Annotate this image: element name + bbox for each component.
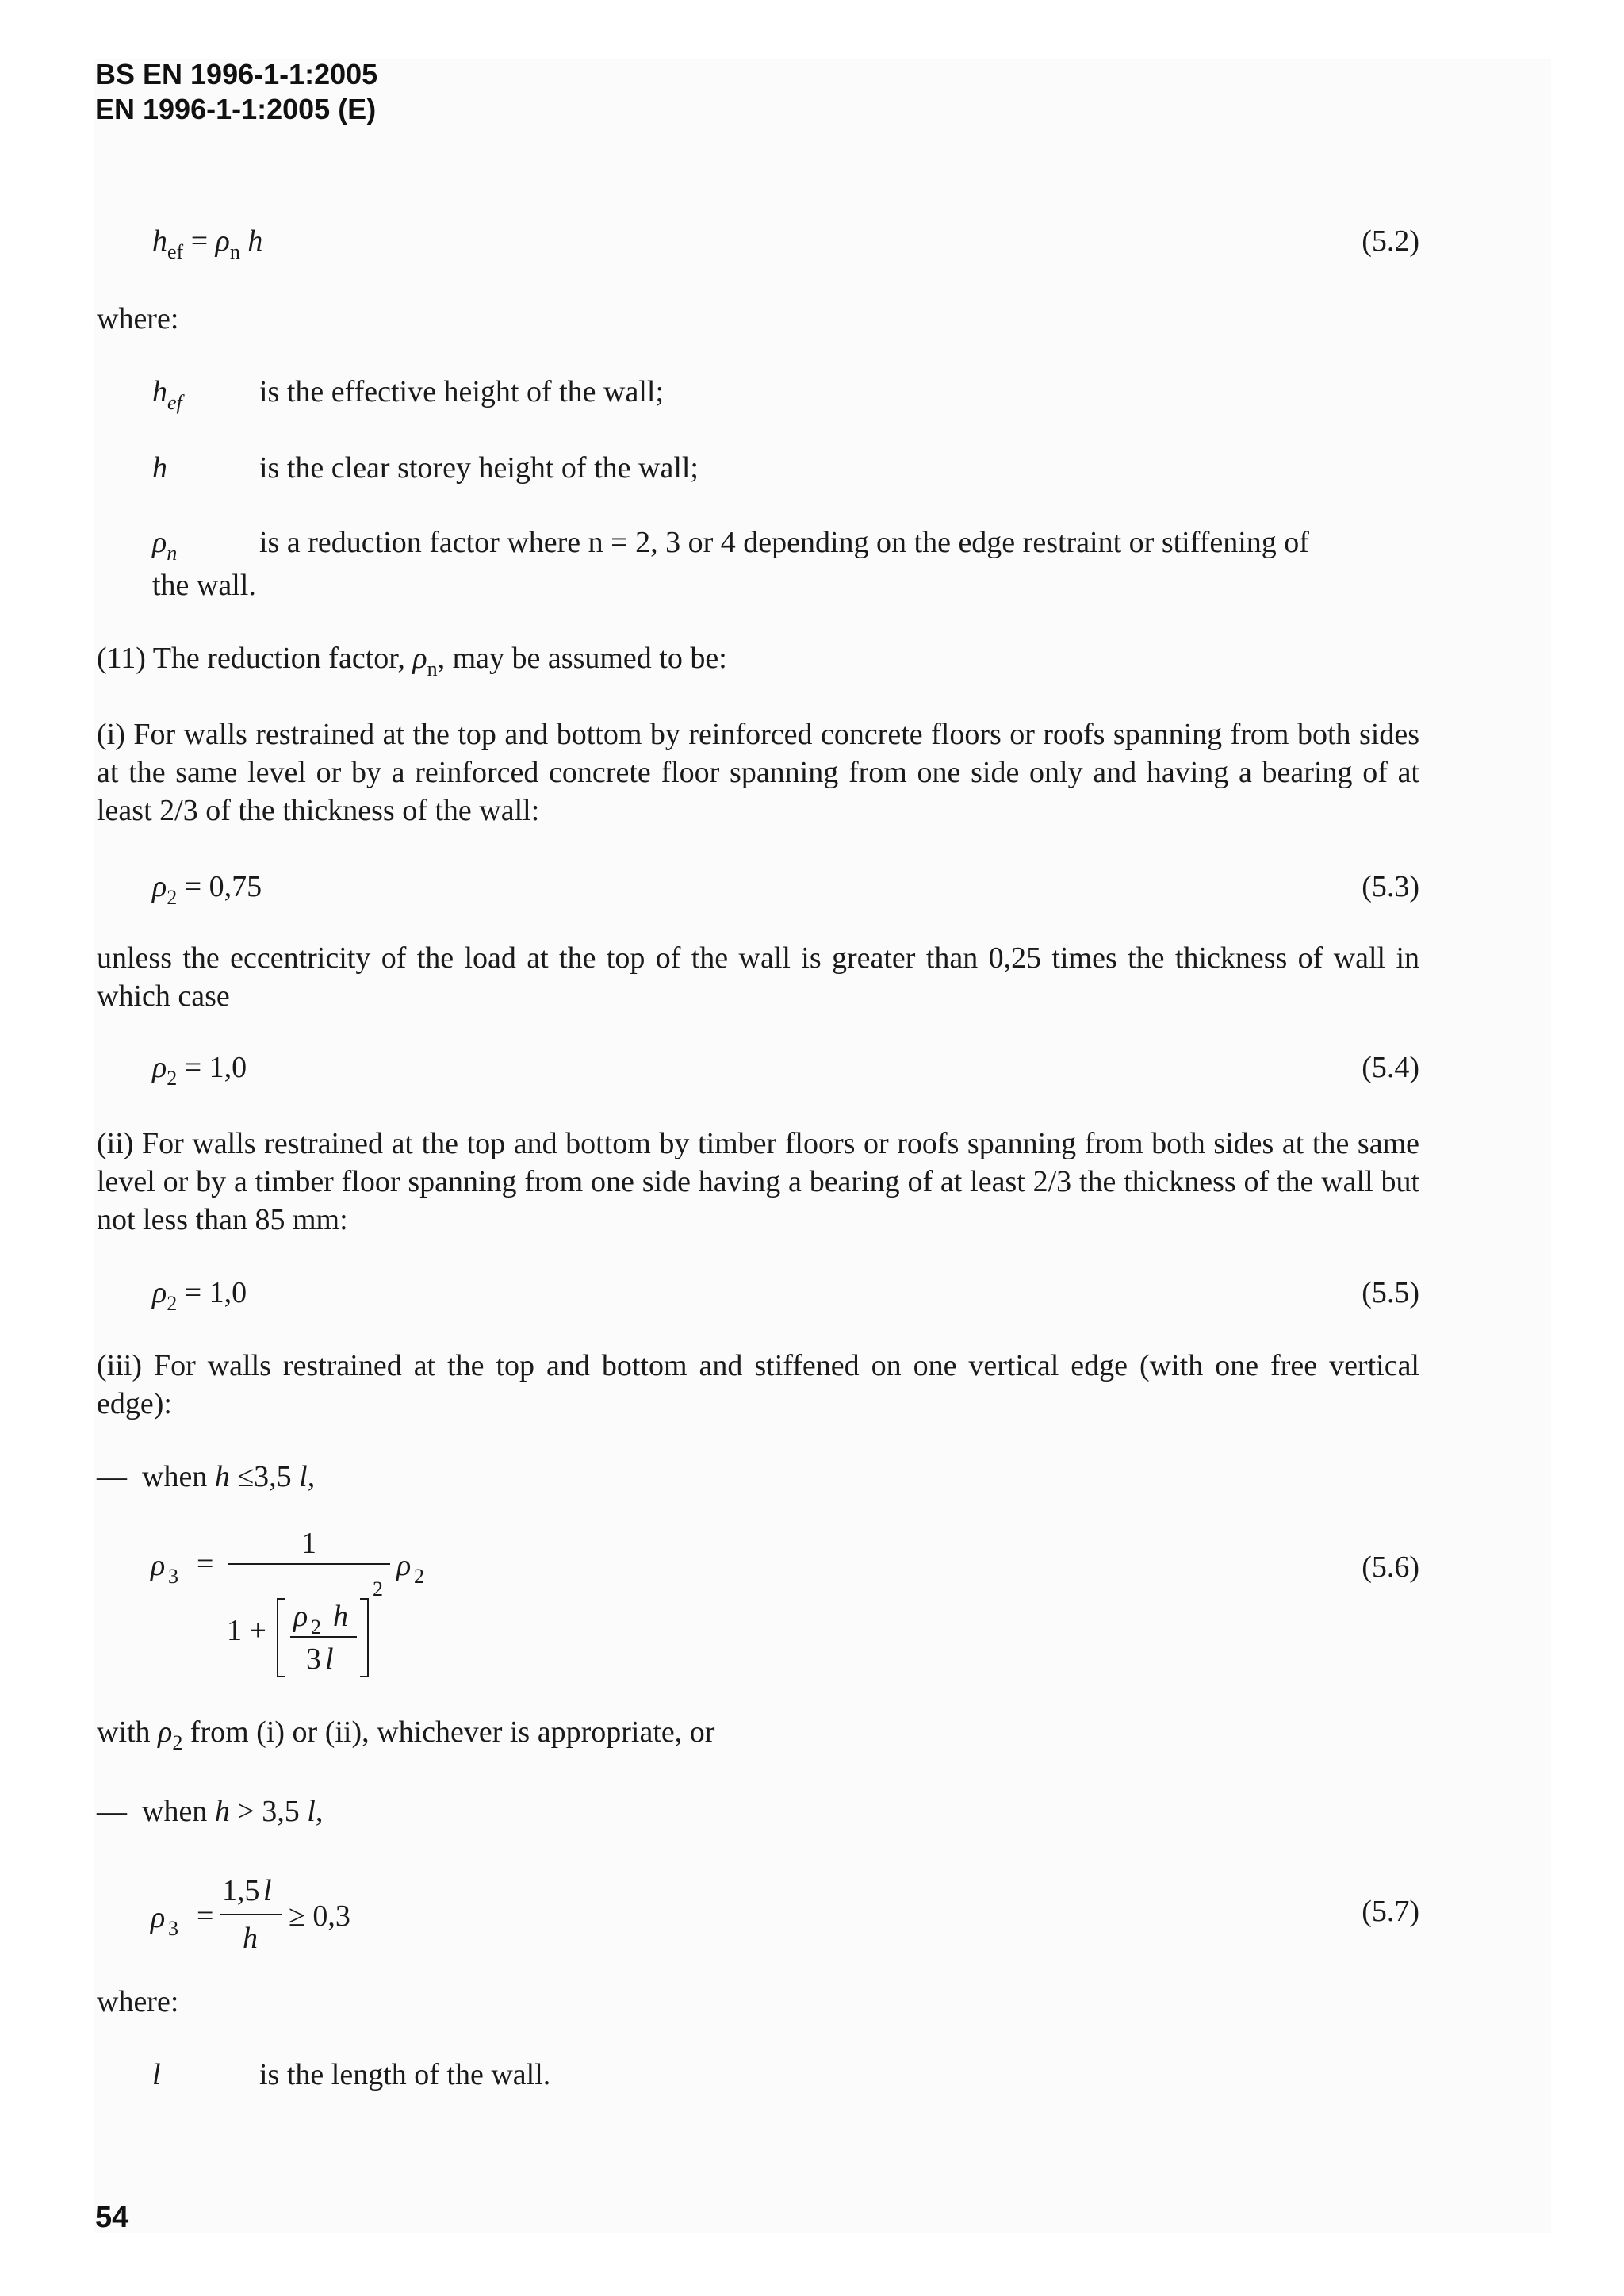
svg-text:3: 3: [168, 1917, 178, 1940]
equation-5-4: $\rho_2 = 1,0$: [152, 1051, 247, 1090]
definition-symbol: $\rho_n$: [152, 526, 178, 565]
equation-5-3: $\rho_2 = 0,75$: [152, 870, 262, 909]
paragraph-ii: (ii) For walls restrained at the top and bottom by timber floors or roofs spanning from both sides at the same level or by a timber floor spanning from one side having a bearing of at least 2/3 the thickness of the wall but not less than 85 mm:: [97, 1127, 1419, 1236]
svg-text:2: 2: [373, 1577, 383, 1600]
svg-text:1 +: 1 +: [227, 1614, 266, 1647]
definition-continuation: the wall.: [152, 569, 256, 602]
equation-number: (5.7): [1362, 1895, 1419, 1928]
svg-text:ρ: ρ: [151, 1549, 166, 1582]
svg-text:3: 3: [168, 1565, 178, 1588]
svg-text:2: 2: [414, 1565, 424, 1588]
paragraph-iii: (iii) For walls restrained at the top and bottom and stiffened on one vertical edge (with one free vertical edge):: [97, 1349, 1419, 1420]
bullet-when-h-le: — when h ≤3,5 l,: [97, 1460, 316, 1493]
svg-text:ρ: ρ: [151, 1901, 166, 1934]
svg-text:=: =: [197, 1899, 214, 1933]
definition-text: is the clear storey height of the wall;: [259, 451, 699, 485]
equation-number: (5.2): [1362, 224, 1419, 258]
svg-text:1,5: 1,5: [222, 1874, 260, 1907]
equation-5-6: [143, 1523, 476, 1681]
where-label: where:: [97, 1985, 179, 2018]
equation-number: (5.5): [1362, 1276, 1419, 1309]
definition-text: is the length of the wall.: [259, 2058, 551, 2091]
where-label: where:: [97, 302, 179, 335]
svg-text:l: l: [325, 1642, 334, 1676]
standard-code: BS EN 1996-1-1:2005: [95, 58, 378, 90]
equation-number: (5.6): [1362, 1550, 1419, 1584]
paragraph-with: with $\rho_2$ from (i) or (ii), whichever is appropriate, or: [97, 1715, 715, 1754]
definition-text: is a reduction factor where n = 2, 3 or 4 depending on the edge restraint or stiffening of: [259, 526, 1309, 559]
svg-text:=: =: [197, 1547, 214, 1581]
svg-text:l: l: [263, 1874, 272, 1907]
svg-text:h: h: [333, 1600, 348, 1633]
page-number: 54: [95, 2201, 129, 2234]
bullet-when-h-gt: — when h > 3,5 l,: [97, 1795, 324, 1828]
equation-5-2: $h_{ef} = \rho_n$ h: [152, 224, 263, 263]
equation-number: (5.4): [1362, 1051, 1419, 1084]
definition-text: is the effective height of the wall;: [259, 375, 665, 408]
svg-text:h: h: [243, 1922, 258, 1955]
paragraph-i: (i) For walls restrained at the top and bottom by reinforced concrete floors or roofs spanning from both sides at the same level or by a reinforced concrete floor spanning from one side only and having a bearing of at least 2/3 of the thickness of the wall:: [97, 718, 1419, 827]
standard-code-en: EN 1996-1-1:2005 (E): [95, 93, 377, 125]
paragraph-unless: unless the eccentricity of the load at the top of the wall is greater than 0,25 times the thickness of wall in which case: [97, 941, 1419, 1013]
definition-symbol: $h_{ef}$: [152, 375, 182, 414]
definition-symbol: l: [152, 2058, 161, 2091]
equation-number: (5.3): [1362, 870, 1419, 903]
svg-text:ρ: ρ: [396, 1549, 412, 1582]
svg-text:1: 1: [301, 1527, 316, 1560]
definition-symbol: h: [152, 451, 167, 485]
svg-text:3: 3: [306, 1642, 321, 1676]
svg-text:ρ: ρ: [293, 1600, 308, 1633]
paragraph-11: (11) The reduction factor, $\rho_n$, may be assumed to be:: [97, 642, 727, 680]
svg-text:≥ 0,3: ≥ 0,3: [289, 1899, 350, 1933]
equation-5-5: $\rho_2 = 1,0$: [152, 1276, 247, 1315]
svg-text:2: 2: [311, 1616, 321, 1639]
equation-5-7: [143, 1864, 396, 1967]
